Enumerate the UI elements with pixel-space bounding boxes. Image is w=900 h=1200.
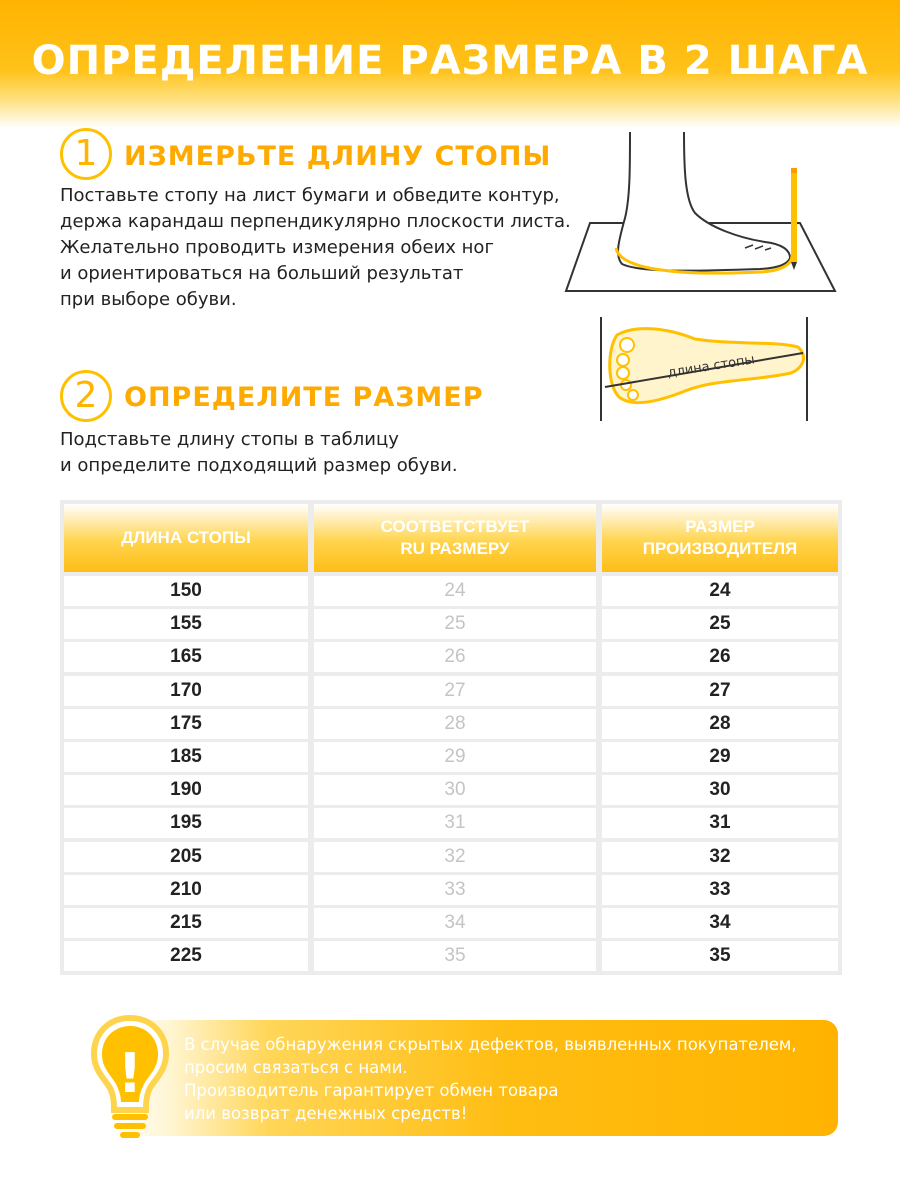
ru-size-cell: 27 xyxy=(314,676,596,706)
ru-size-cell: 33 xyxy=(314,875,596,905)
table-row xyxy=(60,775,842,805)
foot-length-cell: 150 xyxy=(64,576,308,606)
table-row xyxy=(60,742,842,772)
ru-size-cell: 26 xyxy=(314,642,596,672)
foot-length-cell: 195 xyxy=(64,808,308,838)
foot-length-cell: 185 xyxy=(64,742,308,772)
manufacturer-size-cell: 28 xyxy=(602,709,838,739)
table-row xyxy=(60,676,842,706)
table-row xyxy=(60,908,842,938)
step-2-title: ОПРЕДЕЛИТЕ РАЗМЕР xyxy=(124,382,484,413)
header-ru-size: СООТВЕТСТВУЕТ RU РАЗМЕРУ xyxy=(314,504,596,572)
manufacturer-size-cell: 24 xyxy=(602,576,838,606)
step-1-text: Поставьте стопу на лист бумаги и обведите контур, держа карандаш перпендикулярно плоскости листа. Желательно проводить измерения обеих ног и ориентироваться на больший результат при выборе обуви. xyxy=(60,185,571,310)
manufacturer-size-cell: 25 xyxy=(602,609,838,639)
ru-size-cell: 34 xyxy=(314,908,596,938)
table-row xyxy=(60,709,842,739)
table-row xyxy=(60,941,842,971)
manufacturer-size-cell: 26 xyxy=(602,642,838,672)
foot-length-cell: 210 xyxy=(64,875,308,905)
foot-top-view-illustration xyxy=(595,315,815,423)
manufacturer-size-cell: 33 xyxy=(602,875,838,905)
table-row xyxy=(60,609,842,639)
lightbulb-exclamation-icon xyxy=(88,1012,172,1140)
foot-length-label: длина стопы xyxy=(666,352,756,381)
foot-length-cell: 175 xyxy=(64,709,308,739)
svg-text:!: ! xyxy=(117,1042,143,1105)
header-banner xyxy=(0,0,900,128)
notice-text: В случае обнаружения скрытых дефектов, выявленных покупателем, просим связаться с нами. Производитель гарантирует обмен товара или возврат денежных средств! xyxy=(184,1035,797,1123)
ru-size-cell: 25 xyxy=(314,609,596,639)
table-row xyxy=(60,875,842,905)
ru-size-cell: 24 xyxy=(314,576,596,606)
header-foot-length: ДЛИНА СТОПЫ xyxy=(64,504,308,572)
manufacturer-size-cell: 27 xyxy=(602,676,838,706)
foot-length-cell: 155 xyxy=(64,609,308,639)
table-row xyxy=(60,642,842,672)
step-2-text: Подставьте длину стопы в таблицу и определите подходящий размер обуви. xyxy=(60,429,458,476)
step-1-number-icon: 1 xyxy=(60,128,112,180)
notice-banner xyxy=(108,1020,838,1136)
ru-size-cell: 31 xyxy=(314,808,596,838)
manufacturer-size-cell: 35 xyxy=(602,941,838,971)
table-row xyxy=(60,576,842,606)
manufacturer-size-cell: 29 xyxy=(602,742,838,772)
ru-size-cell: 35 xyxy=(314,941,596,971)
manufacturer-size-cell: 34 xyxy=(602,908,838,938)
ru-size-cell: 29 xyxy=(314,742,596,772)
foot-length-cell: 225 xyxy=(64,941,308,971)
manufacturer-size-cell: 30 xyxy=(602,775,838,805)
header-manufacturer-size: РАЗМЕР ПРОИЗВОДИТЕЛЯ xyxy=(602,504,838,572)
foot-side-view-illustration xyxy=(560,128,850,298)
ru-size-cell: 28 xyxy=(314,709,596,739)
step-2-number-icon: 2 xyxy=(60,370,112,422)
page-title: ОПРЕДЕЛЕНИЕ РАЗМЕРА В 2 ШАГА xyxy=(31,38,869,84)
ru-size-cell: 32 xyxy=(314,842,596,872)
foot-length-cell: 205 xyxy=(64,842,308,872)
step-1-title: ИЗМЕРЬТЕ ДЛИНУ СТОПЫ xyxy=(124,141,552,172)
foot-length-cell: 215 xyxy=(64,908,308,938)
manufacturer-size-cell: 31 xyxy=(602,808,838,838)
manufacturer-size-cell: 32 xyxy=(602,842,838,872)
foot-length-cell: 170 xyxy=(64,676,308,706)
ru-size-cell: 30 xyxy=(314,775,596,805)
size-table xyxy=(60,500,842,975)
table-row xyxy=(60,842,842,872)
foot-length-cell: 190 xyxy=(64,775,308,805)
table-row xyxy=(60,808,842,838)
foot-length-cell: 165 xyxy=(64,642,308,672)
